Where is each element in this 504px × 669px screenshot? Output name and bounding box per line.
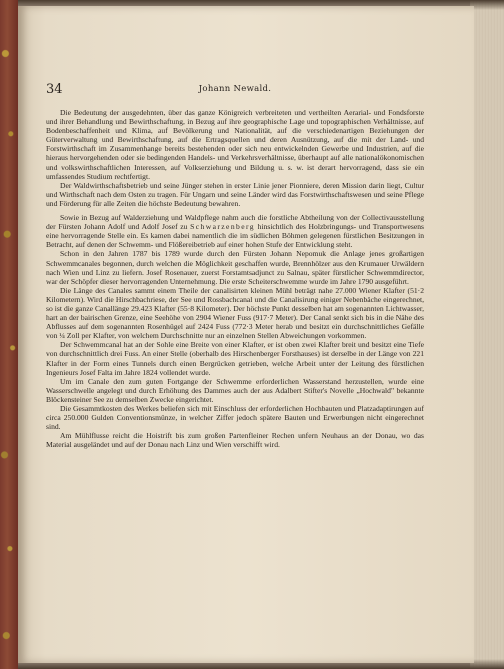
paragraph-text: Sowie in Bezug auf Walderziehung und Waldpflege nahm auch die forstliche Abtheilung von der Collectivausstellung der Fürsten Johann Adolf und Adolf Josef zu (46, 213, 424, 232)
paragraph: Um im Canale den zum guten Fortgange der Schwemme erforderlichen Wasserstand herzustellen, wurde eine Wasserschwelle angelegt und durch Erhöhung des Dammes auch der aus Adalbert Stifter's Novelle „Hochwald" bekannte Blöckensteiner See zu demselben Zwecke eingerichtet. (46, 376, 424, 404)
paragraph: Die Länge des Canales sammt einem Theile der canalisirten kleinen Mühl beträgt nahe 27.000 Wiener Klafter (51·2 Kilometern). Wird die Hirschbachriese, der See und Rossbachcanal und die Canalisirung einiger Nebenbäche eingerechnet, so ist die ganze Canallänge 29.423 Klafter (55·8 Kilometer). Der höchste Punkt desselben hat am sogenannten Lichtwasser, hart an der bairischen Grenze, eine Seehöhe von 2904 Wiener Fuss (917·7 Meter). Der Canal senkt sich bis in die Nähe des Abflusses auf dem sogenannten Rosenhügel auf 2424 Fuss (772·3 Meter herab und besitzt ein durchschnittliches Gefälle von ¼ Zoll per Klafter, von welchem Durchschnitte nur an einzelnen Stellen Abweichungen vorkommen. (46, 285, 424, 341)
paragraph: Der Schwemmcanal hat an der Sohle eine Breite von einer Klafter, er ist oben zwei Klafter breit und besitzt eine Tiefe von durchschnittlich drei Fuss. An einer Stelle (oberhalb des Hirschenberger Forsthauses) ist derselbe in der Länge von 221 Klafter in der Form eines Tunnels durch einen Bergrücken getrieben, welche Arbeit unter der Leitung des fürstlichen Ingenieurs Josef Falta im Jahre 1824 vollendet wurde. (46, 340, 424, 377)
body-text (46, 108, 424, 449)
page-number: 34 (46, 82, 63, 97)
spaced-name: Schwarzenberg (190, 222, 255, 232)
page-stack-edge (470, 0, 504, 669)
paragraph: Die Gesammtkosten des Werkes beliefen sich mit Einschluss der erforderlichen Hochbauten und Platzadaptirungen auf circa 250.000 Gulden Conventionsmünze, in welcher Ziffer jedoch spätere Bauten und Erwerbungen nicht eingerechnet sind. (46, 404, 424, 432)
paragraph (46, 213, 424, 249)
paragraph-text: hinsichtlich des Holzbringungs- und Transportwesens eine hervorragende Stelle ein. Es kamen dabei namentlich die im südlichen Böhmen gelegenen fürstlichen Besitzungen in Betracht, auf denen der Schwemm- und Flößereibetrieb auf einer hohen Stufe der Entwicklung steht. (46, 222, 424, 250)
marbled-cover-pattern (0, 0, 18, 669)
paragraph: Die Bedeutung der ausgedehnten, über das ganze Königreich verbreiteten und vertheilten Aerarial- und Fondsforste und ihrer Behandlung und Bewirthschaftung, in Bezug auf ihre geographische Lage und topographischen Verhältnisse, auf Bodenbeschaffenheit und Klima, auf Bevölkerung und Nationalität, auf die verschiedenartigen Beziehungen der Güterverwaltung und Bewirthschaftung, auf die Ertragsquellen und deren Ausnützung, auf die mit der Land- und Forstwirthschaft im Zusammenhange bereits bestehenden oder sich neu entwickelnden Gewerbe und Industrien, auf die hieraus hervorgehenden oder sie bedingenden Handels- und Verkehrsverhältnisse, überhaupt auf alle nationalökonomischen und volkswirthschaftlichen Interessen, auf Volkserziehung und Bildung u. s. w. ist derart hervorragend, dass sie ein umfassendes Studium rechtfertigt. (46, 108, 424, 181)
paragraph: Schon in den Jahren 1787 bis 1789 wurde durch den Fürsten Johann Nepomuk die Anlage jenes großartigen Schwemmcanales begonnen, durch welchen die Möglichkeit geschaffen wurde, Brennhölzer aus den Krumauer Urwäldern nach Wien und Linz zu liefern. Josef Rosenauer, zuerst Forstamtsadjunct zu Salnau, später fürstlicher Schwemmdirector, war der Schöpfer dieser hervorragenden Unternehmung. Die erste Scheiterschwemme wurde im Jahre 1790 ausgeführt. (46, 249, 424, 286)
paragraph: Der Waldwirthschaftsbetrieb und seine Jünger stehen in erster Linie jener Pionniere, deren Mission darin liegt, Cultur und Wirthschaft nach dem Osten zu tragen. Für Ungarn und seine Länder wird das Forstwirthschaftswesen und seine Pflege und Förderung für alle Zeiten die höchste Bedeutung bewahren. (46, 180, 424, 208)
running-head: Johann Newald. (198, 84, 272, 94)
page-header (46, 84, 424, 100)
paragraph: Am Mühlflusse reicht die Hoistrift bis zum großen Partenfleiner Rechen unfern Neuhaus an der Donau, wo das Material ausgeländet und auf der Donau nach Linz und Wien verschifft wird. (46, 431, 424, 450)
